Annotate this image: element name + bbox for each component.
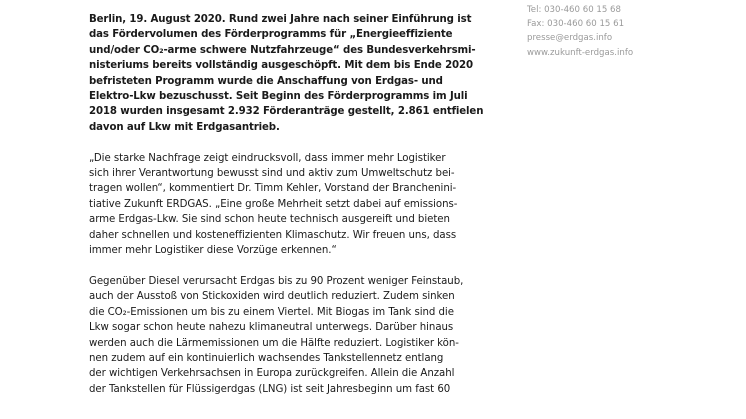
quote-paragraph <box>89 151 519 259</box>
text-line: Elektro-Lkw bezuschusst. Seit Beginn des Förderprogramms im Juli <box>89 91 468 103</box>
article-body <box>89 12 519 397</box>
text-line: arme Erdgas-Lkw. Sie sind schon heute technisch ausgereift und bieten <box>89 214 450 226</box>
text-line: daher schnellen und kosteneffizienten Klimaschutz. Wir freuen uns, dass <box>89 229 457 241</box>
text-line: „Die starke Nachfrage zeigt eindrucksvoll, dass immer mehr Logistiker <box>89 152 446 164</box>
contact-website[interactable]: www.zukunft-erdgas.info <box>527 47 634 58</box>
text-line: auch der Ausstoß von Stickoxiden wird deutlich reduziert. Zudem sinken <box>89 291 455 303</box>
text-line: nen zudem auf ein kontinuierlich wachsendes Tankstellennetz entlang <box>89 352 444 364</box>
contact-email[interactable]: presse@erdgas.info <box>527 33 613 44</box>
text-line: Gegenüber Diesel verursacht Erdgas bis zu 90 Prozent weniger Feinstaub, <box>89 275 464 287</box>
text-line: der wichtigen Verkehrsachsen in Europa zurückgreifen. Allein die Anzahl <box>89 368 455 380</box>
text-line: 2018 wurden insgesamt 2.932 Förderanträge gestellt, 2.861 entfielen <box>89 106 484 118</box>
text-line: sich ihrer Verantwortung bewusst sind und aktiv zum Umweltschutz bei- <box>89 168 455 180</box>
lead-paragraph <box>89 12 519 135</box>
contact-phone: Tel: 030-460 60 15 68 <box>527 5 621 15</box>
text-line: tragen wollen“, kommentiert Dr. Timm Kehler, Vorstand der Branchenini- <box>89 183 457 195</box>
text-line: Berlin, 19. August 2020. Rund zwei Jahre nach seiner Einführung ist <box>89 14 472 25</box>
contact-sidebar <box>527 3 737 60</box>
text-line: die CO₂-Emissionen um bis zu einem Viertel. Mit Biogas im Tank sind die <box>89 306 454 318</box>
text-line: tiative Zukunft ERDGAS. „Eine große Mehrheit setzt dabei auf emissions- <box>89 198 458 210</box>
text-line: Lkw sogar schon heute nahezu klimaneutral unterwegs. Darüber hinaus <box>89 322 454 334</box>
text-line: und/oder CO₂-arme schwere Nutzfahrzeuge“ des Bundesverkehrsmi- <box>89 44 476 56</box>
body-paragraph <box>89 274 519 397</box>
text-line: davon auf Lkw mit Erdgasantrieb. <box>89 121 280 133</box>
text-line: nisteriums bereits vollständig ausgeschöpft. Mit dem bis Ende 2020 <box>89 60 473 72</box>
contact-fax: Fax: 030-460 60 15 61 <box>527 19 625 30</box>
text-line: immer mehr Logistiker diese Vorzüge erkennen.“ <box>89 245 337 257</box>
text-line: befristeten Programm wurde die Anschaffung von Erdgas- und <box>89 75 443 87</box>
text-line: der Tankstellen für Flüssigerdgas (LNG) ist seit Jahresbeginn um fast 60 <box>89 383 451 395</box>
text-line: werden auch die Lärmemissionen um die Hälfte reduziert. Logistiker kön- <box>89 337 459 349</box>
text-line: das Fördervolumen des Förderprogramms für „Energieeffiziente <box>89 29 453 41</box>
